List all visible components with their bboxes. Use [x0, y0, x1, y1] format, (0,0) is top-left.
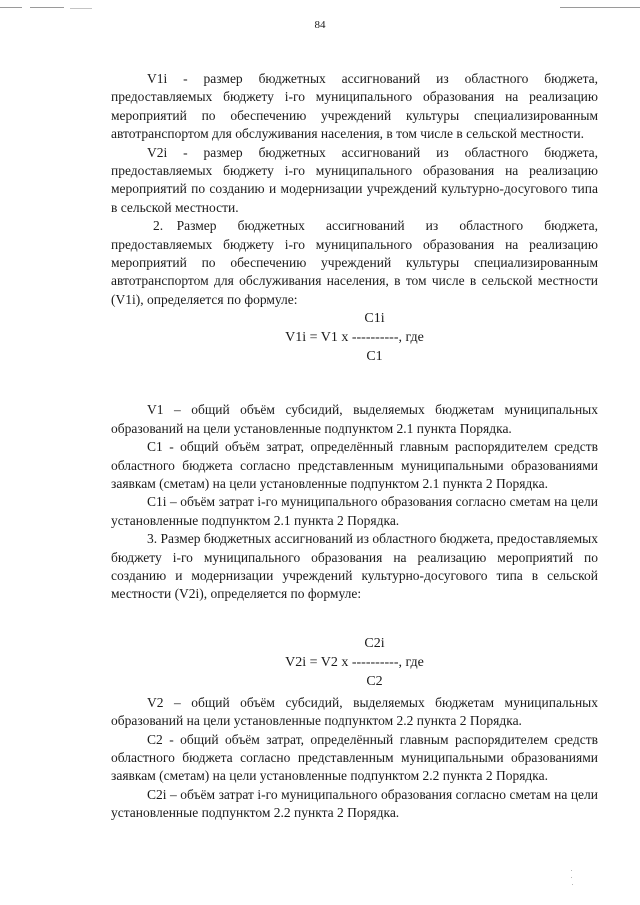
paragraph-c2i-definition: C2i – объём затрат i-го муниципального образования согласно сметам на цели установленные подпунктом 2.2 пункта 2 Порядка. [111, 786, 598, 821]
scan-mark [0, 7, 22, 8]
formula-v1i-expression: V1i = V1 х ----------, где [285, 330, 424, 346]
scan-speck [571, 877, 572, 878]
page-number: 84 [314, 19, 326, 31]
paragraph-v1i-definition: V1i - размер бюджетных ассигнований из областного бюджета, предоставляемых бюджету i-го муниципального образования на реализацию мероприятий по обеспечению учреждений культуры специализированным автотранспортом для обслуживания населения, в том числе в сельской местности. [111, 71, 598, 142]
scan-speck [572, 884, 573, 885]
scan-mark [70, 8, 92, 9]
formula-v1i-numerator: C1i [364, 311, 385, 327]
document-body [111, 70, 598, 823]
paragraph-v1-definition: V1 – общий объём субсидий, выделяемых бюджетам муниципальных образований на цели установленные подпунктом 2.1 пункта Порядка. [111, 402, 598, 436]
paragraph-c2-definition: C2 - общий объём затрат, определённый главным распорядителем средств областного бюджета согласно представленным муниципальными образованиями заявкам (сметам) на цели установленные подпунктом 2.2 пункта 2 Порядка. [111, 731, 598, 784]
paragraph-c1i-definition: C1i – объём затрат i-го муниципального образования согласно сметам на цели установленные подпунктом 2.1 пункта 2 Порядка. [111, 494, 598, 528]
paragraph-item-2: 2. Размер бюджетных ассигнований из областного бюджета, предоставляемых бюджету i-го муниципального образования на реализацию мероприятий по обеспечению учреждений культуры специализированным автотранспортом для обслуживания населения, в том числе в сельской местности (V1i), определяется по формуле: [111, 218, 598, 307]
scan-speck [571, 870, 572, 871]
paragraph-item-3: 3. Размер бюджетных ассигнований из областного бюджета, предоставляемых бюджету i-го муниципального образования на реализацию мероприятий по созданию и модернизации учреждений культурно-досугового типа в сельской местности (V2i), определяется по формуле: [111, 531, 598, 602]
formula-v2i [111, 634, 598, 691]
scan-mark [30, 7, 64, 8]
formula-v2i-numerator: C2i [364, 635, 385, 651]
scan-mark [560, 7, 640, 8]
formula-v1i [111, 309, 598, 366]
formula-v2i-expression: V2i = V2 х ----------, где [285, 654, 424, 670]
paragraph-v2-definition: V2 – общий объём субсидий, выделяемых бюджетам муниципальных образований на цели установленные подпунктом 2.2 пункта 2 Порядка. [111, 694, 598, 729]
formula-v1i-denominator: C1 [366, 349, 383, 365]
formula-v2i-denominator: C2 [366, 673, 383, 689]
paragraph-c1-definition: C1 - общий объём затрат, определённый главным распорядителем средств областного бюджета согласно представленным муниципальными образованиями заявкам (сметам) на цели установленные подпунктом 2.1 пункта 2 Порядка. [111, 439, 598, 491]
paragraph-v2i-definition: V2i - размер бюджетных ассигнований из областного бюджета, предоставляемых бюджету i-го муниципального образования на реализацию мероприятий по созданию и модернизации учреждений культурно-досугового типа в сельской местности. [111, 144, 598, 215]
